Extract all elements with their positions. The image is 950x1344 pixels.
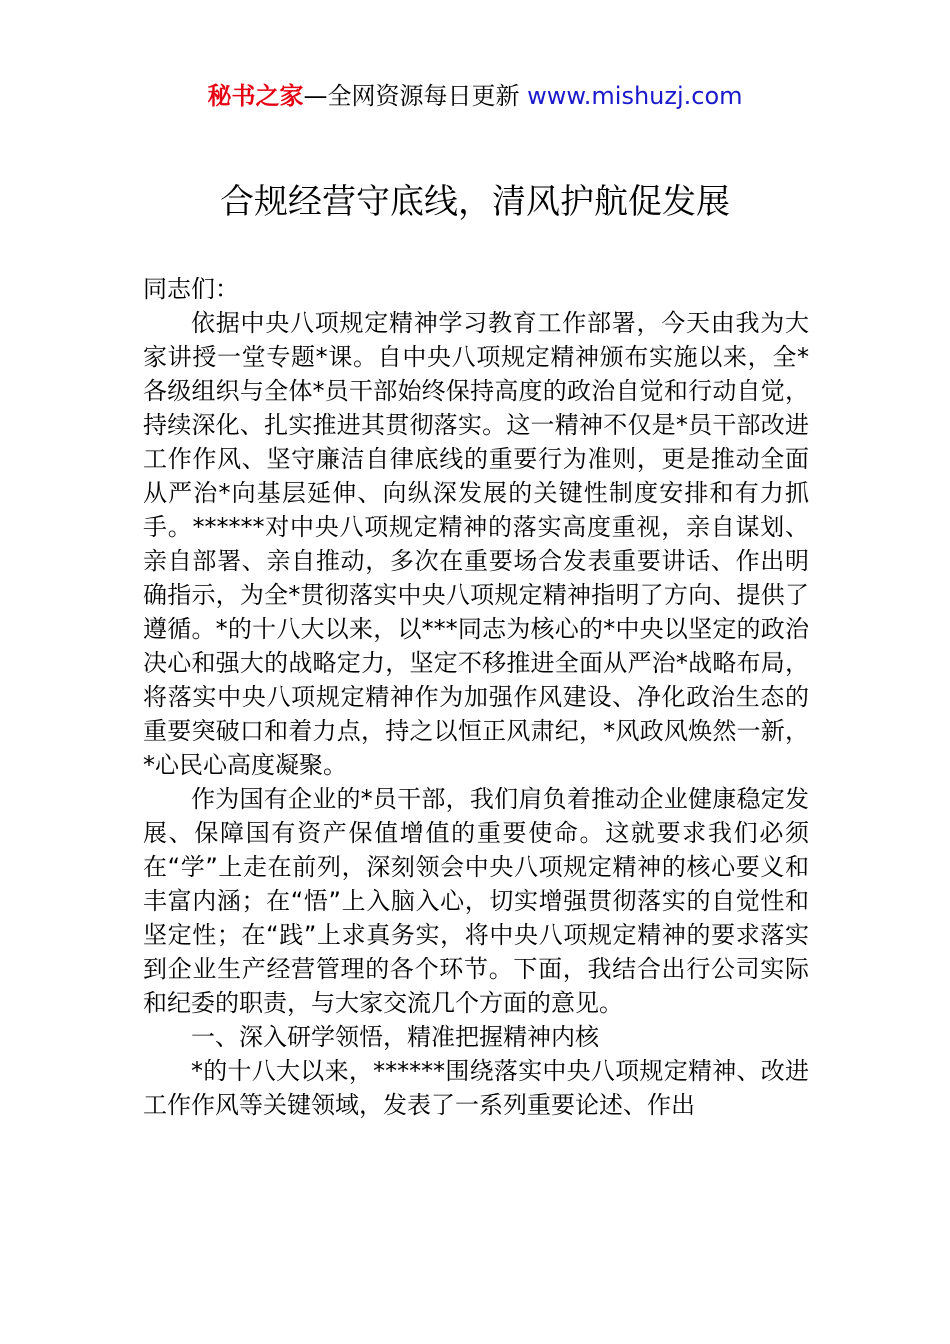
document-body <box>143 272 809 1122</box>
paragraph-2: 作为国有企业的*员干部，我们肩负着推动企业健康稳定发展、保障国有资产保值增值的重要使命。这就要求我们必须在“学”上走在前列，深刻领会中央八项规定精神的核心要义和丰富内涵；在“悟”上入脑入心，切实增强贯彻落实的自觉性和坚定性；在“践”上求真务实，将中央八项规定精神的要求落实到企业生产经营管理的各个环节。下面，我结合出行公司实际和纪委的职责，与大家交流几个方面的意见。 <box>143 785 809 1017</box>
header-tagline: —全网资源每日更新 <box>303 82 528 110</box>
site-url-link[interactable]: www.mishuzj.com <box>527 82 743 110</box>
site-header <box>0 80 950 112</box>
paragraph-3: *的十八大以来，******围绕落实中央八项规定精神、改进工作作风等关键领域，发表了一系列重要论述、作出 <box>143 1057 809 1119</box>
brand-name: 秘书之家 <box>207 82 304 110</box>
salutation: 同志们： <box>143 275 239 303</box>
document-title: 合规经营守底线，清风护航促发展 <box>220 182 730 222</box>
section-heading-1: 一、深入研学领悟，精准把握精神内核 <box>191 1023 599 1051</box>
paragraph-1: 依据中央八项规定精神学习教育工作部署，今天由我为大家讲授一堂专题*课。自中央八项规定精神颁布实施以来，全*各级组织与全体*员干部始终保持高度的政治自觉和行动自觉，持续深化、扎实推进其贯彻落实。这一精神不仅是*员干部改进工作作风、坚守廉洁自律底线的重要行为准则，更是推动全面从严治*向基层延伸、向纵深发展的关键性制度安排和有力抓手。******对中央八项规定精神的落实高度重视，亲自谋划、亲自部署、亲自推动，多次在重要场合发表重要讲话、作出明确指示，为全*贯彻落实中央八项规定精神指明了方向、提供了遵循。*的十八大以来，以***同志为核心的*中央以坚定的政治决心和强大的战略定力，坚定不移推进全面从严治*战略布局，将落实中央八项规定精神作为加强作风建设、净化政治生态的重要突破口和着力点，持之以恒正风肃纪，*风政风焕然一新，*心民心高度凝聚。 <box>143 309 809 779</box>
